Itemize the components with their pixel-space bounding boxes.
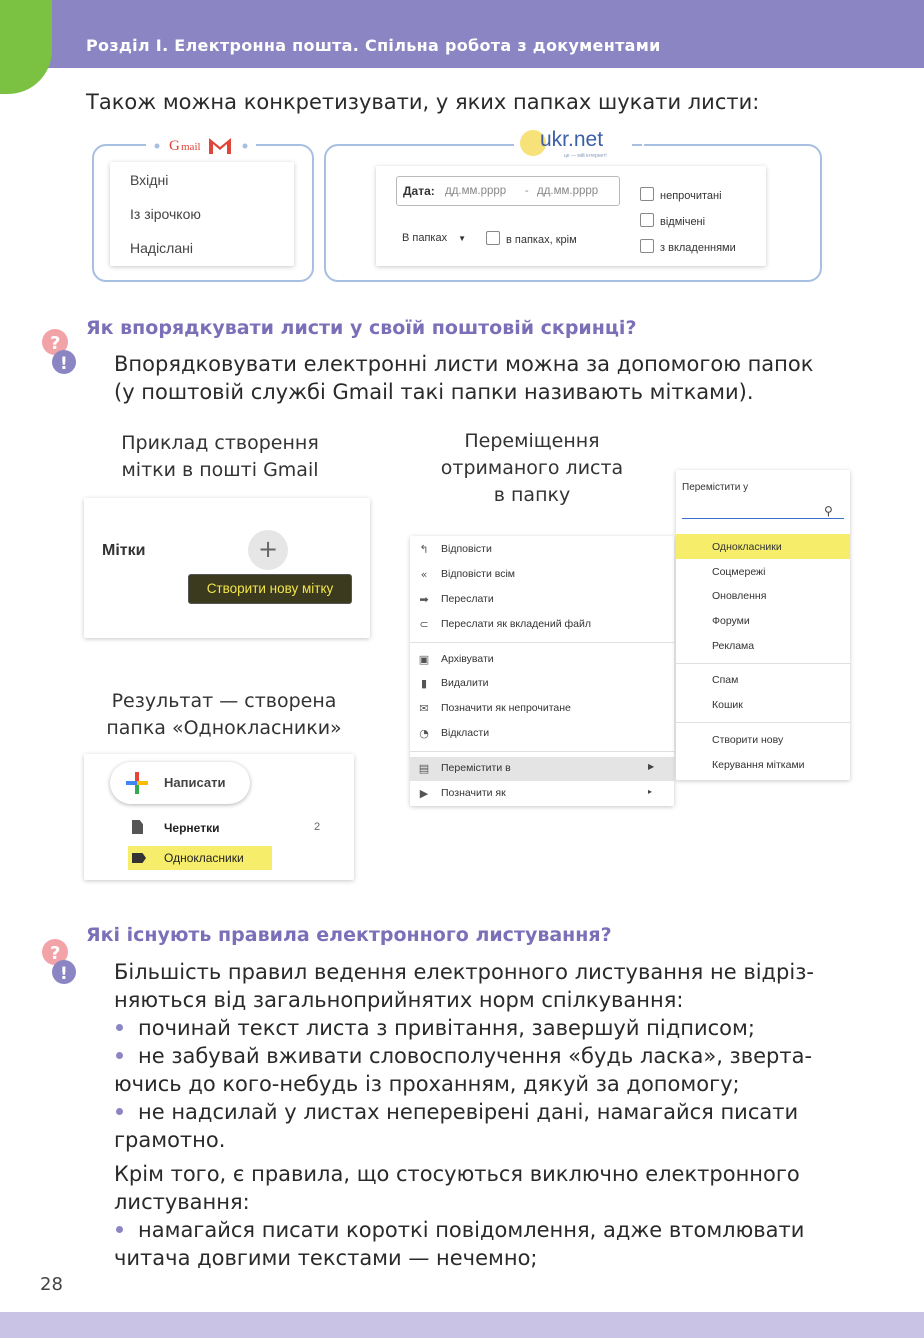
submenu-item-trash[interactable]: Кошик xyxy=(712,699,743,711)
gmail-logo xyxy=(146,130,256,158)
paragraph-line: Крім того, є правила, що стосуються виключно електронного xyxy=(114,1162,800,1186)
filter-attachments-checkbox[interactable]: з вкладеннями xyxy=(640,239,736,254)
mail-icon: ✉ xyxy=(419,702,429,715)
svg-text:!: ! xyxy=(60,964,68,984)
folder-starred[interactable]: Із зірочкою xyxy=(130,206,201,222)
checkbox-icon xyxy=(640,239,654,253)
caption-create-label: Приклад створення мітки в пошті Gmail xyxy=(121,432,319,481)
gmail-sidebar-result xyxy=(84,754,354,880)
svg-text:mail: mail xyxy=(181,141,201,153)
paragraph-line: Впорядковувати електронні листи можна за допомогою папок xyxy=(114,352,814,376)
date-to-input[interactable]: дд.мм.рррр xyxy=(537,185,599,197)
submenu-arrow-icon: ▸ xyxy=(648,787,653,796)
submenu-item-updates[interactable]: Оновлення xyxy=(712,590,767,602)
except-folders-checkbox[interactable]: в папках, крім xyxy=(486,231,577,246)
folder-move-icon: ▤ xyxy=(418,762,430,775)
list-item: не надсилай у листах неперевірені дані, намагайся писати xyxy=(138,1100,799,1124)
date-range-field[interactable]: Дата: дд.мм.рррр - дд.мм.рррр xyxy=(396,176,620,206)
question-icon xyxy=(40,326,78,380)
section-heading-organize: Як впорядкувати листи у своїй поштовій скринці? xyxy=(86,317,637,339)
section-heading-rules: Які існують правила електронного листування? xyxy=(86,924,612,946)
checkbox-icon xyxy=(640,187,654,201)
caption-result: Результат — створена папка «Однокласники» xyxy=(106,690,342,739)
question-icon xyxy=(40,936,78,990)
reply-all-icon: « xyxy=(420,568,428,581)
ukrnet-filter-card xyxy=(376,166,766,266)
submenu-item-promotions[interactable]: Реклама xyxy=(712,640,755,652)
menu-forward[interactable]: ➡ Переслати xyxy=(419,593,494,606)
reply-icon: ↰ xyxy=(419,543,429,556)
menu-forward-attachment[interactable]: ⊂ Переслати як вкладений файл xyxy=(419,618,591,631)
folders-dropdown[interactable]: В папках ▼ xyxy=(402,232,467,244)
drafts-count: 2 xyxy=(314,821,321,833)
list-item: не забувай вживати словосполучення «будь ласка», зверта- xyxy=(138,1044,813,1068)
submenu-item-manage-labels[interactable]: Керування мітками xyxy=(712,759,805,771)
list-item: намагайся писати короткі повідомлення, адже втомлювати xyxy=(138,1218,805,1242)
menu-label-as[interactable]: ▶ Позначити як ▸ xyxy=(419,787,653,800)
create-label-plus-button[interactable]: + xyxy=(248,530,288,570)
filter-flagged-checkbox[interactable]: відмічені xyxy=(640,213,705,228)
svg-text:?: ? xyxy=(50,943,61,964)
trash-icon: ▮ xyxy=(420,677,428,690)
submenu-item-forums[interactable]: Форуми xyxy=(712,615,750,627)
submenu-item-social[interactable]: Соцмережі xyxy=(712,566,766,578)
submenu-search-input[interactable] xyxy=(682,518,844,519)
bullet-icon xyxy=(116,1024,123,1031)
dropdown-arrow-icon: ▼ xyxy=(458,234,467,243)
intro-text: Також можна конкретизувати, у яких папках шукати листи: xyxy=(86,90,760,114)
header-bar xyxy=(0,0,924,68)
list-item-cont: читача довгими текстами — нечемно; xyxy=(114,1246,538,1270)
list-item-cont: грамотно. xyxy=(114,1128,226,1152)
forward-icon: ➡ xyxy=(419,593,429,606)
chapter-title: Розділ І. Електронна пошта. Спільна робота з документами xyxy=(86,36,661,55)
paragraph-line: (у поштовій службі Gmail такі папки називають мітками). xyxy=(114,380,754,404)
bullet-icon xyxy=(116,1226,123,1233)
move-to-submenu xyxy=(676,470,850,780)
sidebar-item-drafts[interactable]: Чернетки xyxy=(164,821,220,835)
caption-move-message: Переміщення отриманого листа в папку xyxy=(440,430,624,506)
create-label-tooltip: Створити нову мітку xyxy=(188,574,352,604)
list-item: починай текст листа з привітання, завершуй підписом; xyxy=(138,1016,755,1040)
bullet-icon xyxy=(116,1052,123,1059)
label-icon: ▶ xyxy=(419,787,429,800)
menu-divider xyxy=(410,751,674,752)
attachment-icon: ⊂ xyxy=(419,618,429,631)
checkbox-icon xyxy=(640,213,654,227)
gmail-labels-card xyxy=(84,498,370,638)
submenu-item-classmates[interactable]: Однокласники xyxy=(712,541,782,553)
menu-snooze[interactable]: ◔ Відкласти xyxy=(419,727,490,740)
submenu-title: Перемістити у xyxy=(682,482,749,493)
list-item-cont: ючись до кого-небудь із проханням, дякуй за допомогу; xyxy=(114,1072,740,1096)
compose-button[interactable]: Написати xyxy=(110,762,250,804)
footer-bar xyxy=(0,1312,924,1338)
sidebar-item-classmates[interactable]: Однокласники xyxy=(164,851,244,865)
menu-reply[interactable]: ↰ Відповісти xyxy=(419,543,492,556)
gmail-folder-list xyxy=(110,162,294,266)
svg-text:G: G xyxy=(169,138,180,154)
menu-mark-unread[interactable]: ✉ Позначити як непрочитане xyxy=(419,702,571,715)
submenu-divider xyxy=(676,722,850,723)
paragraph-line: няються від загальноприйнятих норм спілкування: xyxy=(114,988,684,1012)
labels-title: Мітки xyxy=(102,542,146,559)
folder-sent[interactable]: Надіслані xyxy=(130,240,193,256)
menu-reply-all[interactable]: « Відповісти всім xyxy=(410,563,674,587)
ukrnet-logo: ukr.net це — мій інтернет! xyxy=(504,126,644,162)
chapter-tab xyxy=(0,0,52,94)
date-from-input[interactable]: дд.мм.рррр xyxy=(445,185,507,197)
paragraph-line: листування: xyxy=(114,1190,250,1214)
submenu-divider xyxy=(676,663,850,664)
bullet-icon xyxy=(116,1108,123,1115)
checkbox-icon xyxy=(486,231,500,245)
svg-text:!: ! xyxy=(60,354,68,374)
draft-icon xyxy=(132,820,143,834)
archive-icon: ▣ xyxy=(418,653,430,666)
page-number: 28 xyxy=(40,1274,63,1295)
menu-move-to[interactable]: ▤ Перемістити в ▶ xyxy=(410,757,674,781)
submenu-arrow-icon: ▶ xyxy=(648,762,655,771)
svg-text:?: ? xyxy=(50,333,61,354)
search-icon: ⚲ xyxy=(824,504,833,518)
menu-delete[interactable]: ▮ Видалити xyxy=(410,672,674,696)
menu-divider xyxy=(410,642,674,643)
plus-colored-icon xyxy=(124,770,150,796)
filter-unread-checkbox[interactable]: непрочитані xyxy=(640,187,722,202)
clock-icon: ◔ xyxy=(419,727,429,740)
folder-inbox[interactable]: Вхідні xyxy=(130,172,169,188)
menu-archive[interactable]: ▣ Архівувати xyxy=(418,653,494,666)
submenu-item-spam[interactable]: Спам xyxy=(712,674,739,686)
message-context-menu xyxy=(410,536,674,806)
paragraph-line: Більшість правил ведення електронного листування не відріз- xyxy=(114,960,814,984)
submenu-item-create-new[interactable]: Створити нову xyxy=(712,734,784,746)
